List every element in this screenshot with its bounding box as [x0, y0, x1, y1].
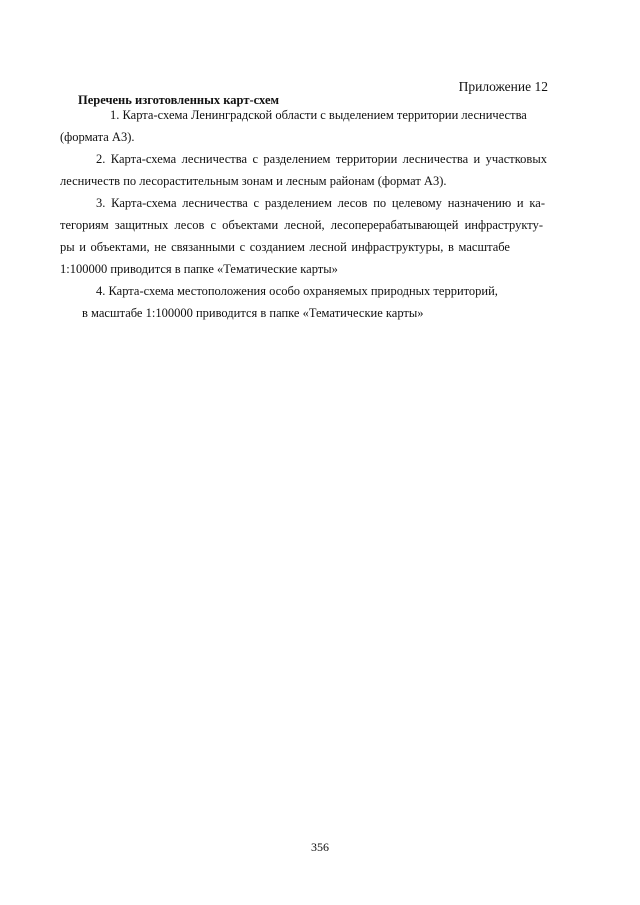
item-3-line-1: 3. Карта-схема лесничества с разделением лесов по целевому назначению и ка-: [96, 196, 545, 210]
item-3-line-3: ры и объектами, не связанными с созданием лесной инфраструктуры, в масштабе: [60, 240, 510, 254]
item-4-line-2: в масштабе 1:100000 приводится в папке «Тематические карты»: [82, 306, 424, 320]
item-1-line-1: 1. Карта-схема Ленинградской области с выделением территории лесничества: [110, 108, 527, 122]
appendix-label: Приложение 12: [458, 79, 548, 94]
page-number: 356: [311, 840, 329, 854]
item-3-line-2: тегориям защитных лесов с объектами лесной, лесоперерабатывающей инфраструкту-: [60, 218, 543, 232]
item-2-line-2: лесничеств по лесорастительным зонам и лесным районам (формат А3).: [60, 174, 447, 188]
item-2-line-1: 2. Карта-схема лесничества с разделением территории лесничества и участковых: [96, 152, 547, 166]
list-title: Перечень изготовленных карт-схем: [78, 93, 280, 107]
item-1-line-2: (формата А3).: [60, 130, 135, 144]
item-4-line-1: 4. Карта-схема местоположения особо охраняемых природных территорий,: [96, 284, 498, 298]
item-3-line-4: 1:100000 приводится в папке «Тематические карты»: [60, 262, 338, 276]
